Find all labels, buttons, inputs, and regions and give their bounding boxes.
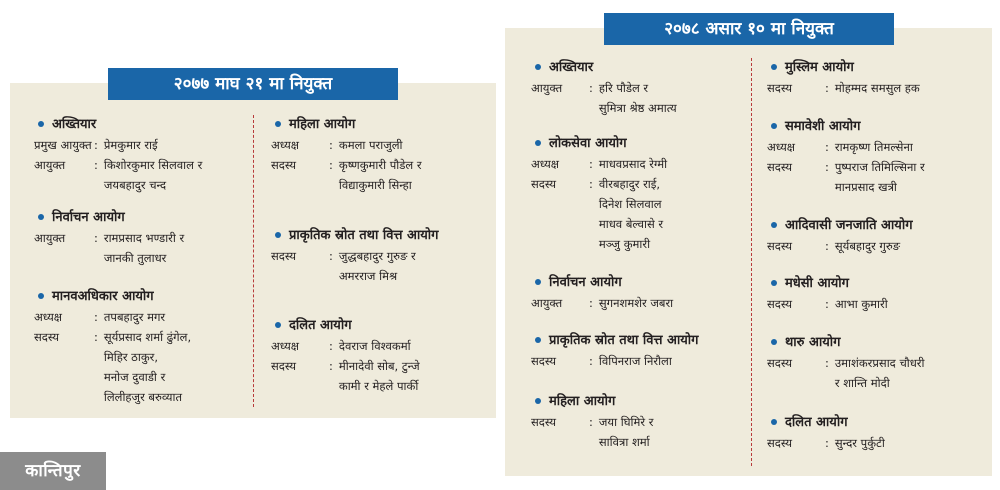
- member-names: [104, 228, 249, 268]
- bullet-icon: [771, 64, 777, 70]
- role-label: सदस्य: [531, 415, 557, 429]
- member-name: सूर्यप्रसाद शर्मा ढुंगेल,: [103, 330, 192, 344]
- colon: :: [329, 249, 333, 263]
- role-label: सदस्य: [531, 354, 557, 368]
- section: [767, 413, 989, 453]
- section-title-text: प्राकृतिक स्रोत तथा वित्त आयोग: [549, 333, 699, 348]
- member-name: सुन्दर पुर्कुटी: [834, 436, 885, 450]
- colon: :: [825, 81, 829, 95]
- bullet-icon: [535, 398, 541, 404]
- section-title-text: लोकसेवा आयोग: [549, 136, 627, 151]
- bullet-icon: [535, 337, 541, 343]
- section-title-text: दलित आयोग: [785, 415, 848, 430]
- colon: :: [825, 436, 829, 450]
- member-names: [339, 155, 493, 195]
- member-row: [767, 157, 989, 197]
- member-name: सुगनशमशेर जबरा: [598, 296, 674, 310]
- bullet-icon: [535, 64, 541, 70]
- member-row: [767, 433, 989, 453]
- colon: :: [589, 296, 593, 310]
- member-row: [767, 236, 989, 256]
- bullet-icon: [38, 214, 44, 220]
- role-label: आयुक्त: [531, 296, 563, 310]
- right-header: २०७८ असार १० मा नियुक्त: [604, 13, 894, 45]
- member-name: सूर्यबहादुर गुरुङ: [834, 239, 901, 253]
- section-title: [767, 333, 989, 353]
- member-name: माधवप्रसाद रेग्मी: [598, 157, 668, 171]
- logo-text: कान्तिपुर: [25, 461, 81, 481]
- role-label: सदस्य: [271, 359, 297, 373]
- colon: :: [825, 160, 829, 174]
- section-title-text: महिला आयोग: [549, 394, 616, 409]
- member-names: [339, 135, 493, 155]
- member-name: रामकृष्ण तिमल्सेना: [834, 140, 913, 154]
- member-names: [599, 174, 749, 254]
- bullet-icon: [275, 121, 281, 127]
- role-label: आयुक्त: [34, 231, 66, 245]
- member-name: मञ्जु कुमारी: [598, 237, 651, 251]
- member-name: जानकी तुलाधर: [103, 251, 167, 265]
- section: [531, 273, 749, 313]
- section: [34, 115, 249, 195]
- member-names: [339, 336, 493, 356]
- right-divider: [751, 58, 752, 466]
- section-title-text: समावेशी आयोग: [785, 119, 861, 134]
- member-row: [767, 78, 989, 98]
- bullet-icon: [275, 322, 281, 328]
- left-divider: [253, 115, 254, 407]
- section: [767, 333, 989, 393]
- member-row: [34, 155, 249, 195]
- section: [271, 316, 493, 396]
- colon: :: [329, 359, 333, 373]
- section: [531, 134, 749, 254]
- member-row: [531, 174, 749, 254]
- section-title: [271, 115, 493, 135]
- section: [531, 331, 749, 371]
- section-title: [531, 392, 749, 412]
- member-name: मिहिर ठाकुर,: [103, 350, 159, 364]
- bullet-icon: [38, 293, 44, 299]
- section-title: [767, 413, 989, 433]
- member-names: [835, 157, 989, 197]
- bullet-icon: [535, 279, 541, 285]
- section-title: [34, 287, 249, 307]
- member-name: मानप्रसाद खत्री: [834, 180, 897, 194]
- member-names: [835, 294, 989, 314]
- member-name: उमाशंकरप्रसाद चौधरी: [834, 356, 925, 370]
- bullet-icon: [771, 419, 777, 425]
- section-title: [767, 58, 989, 78]
- member-row: [767, 137, 989, 157]
- member-row: [34, 327, 249, 407]
- kantipur-logo: [0, 452, 106, 490]
- role-label: आयुक्त: [531, 81, 563, 95]
- bullet-icon: [771, 339, 777, 345]
- member-row: [34, 135, 249, 155]
- member-name: सावित्रा शर्मा: [598, 435, 650, 449]
- member-name: देवराज विश्वकर्मा: [338, 339, 411, 353]
- role-label: आयुक्त: [34, 158, 66, 172]
- section-title-text: महिला आयोग: [289, 117, 356, 132]
- role-label: अध्यक्ष: [531, 157, 560, 171]
- section-title-text: मुस्लिम आयोग: [785, 60, 854, 75]
- member-name: प्रेमकुमार राई: [103, 138, 158, 152]
- bullet-icon: [275, 232, 281, 238]
- section-title-text: अख्तियार: [549, 60, 594, 75]
- section-title-text: प्राकृतिक स्रोत तथा वित्त आयोग: [289, 228, 439, 243]
- member-row: [271, 356, 493, 396]
- colon: :: [329, 158, 333, 172]
- colon: :: [589, 177, 593, 191]
- left-header: २०७७ माघ २१ मा नियुक्त: [108, 68, 398, 100]
- section: [34, 287, 249, 407]
- colon: :: [589, 157, 593, 171]
- member-names: [835, 353, 989, 393]
- member-names: [339, 356, 493, 396]
- section-title: [531, 58, 749, 78]
- member-name: मीनादेवी सोब, टुन्जे: [338, 359, 420, 373]
- member-name: जुद्धबहादुर गुरुङ र: [338, 249, 416, 263]
- member-name: अमरराज मिश्र: [338, 269, 398, 283]
- member-name: कमला पराजुली: [338, 138, 403, 152]
- member-name: दिनेश सिलवाल: [598, 197, 662, 211]
- section-title-text: मधेसी आयोग: [785, 276, 849, 291]
- member-row: [767, 294, 989, 314]
- member-names: [104, 135, 249, 155]
- section-title-text: थारु आयोग: [785, 335, 841, 350]
- section-title: [531, 134, 749, 154]
- colon: :: [825, 356, 829, 370]
- section-title: [531, 331, 749, 351]
- colon: :: [329, 339, 333, 353]
- member-names: [835, 433, 989, 453]
- member-row: [34, 228, 249, 268]
- section-title-text: आदिवासी जनजाति आयोग: [785, 218, 913, 233]
- colon: :: [825, 140, 829, 154]
- member-names: [599, 154, 749, 174]
- section-title: [767, 117, 989, 137]
- member-row: [271, 336, 493, 356]
- member-row: [531, 78, 749, 118]
- member-row: [531, 351, 749, 371]
- member-names: [835, 78, 989, 98]
- member-names: [835, 137, 989, 157]
- section-title: [767, 216, 989, 236]
- section-title: [34, 115, 249, 135]
- role-label: सदस्य: [767, 297, 793, 311]
- member-name: आभा कुमारी: [834, 297, 888, 311]
- member-name: सुमित्रा श्रेष्ठ अमात्य: [598, 101, 677, 115]
- role-label: अध्यक्ष: [767, 140, 796, 154]
- bullet-icon: [38, 121, 44, 127]
- member-row: [531, 154, 749, 174]
- role-label: सदस्य: [531, 177, 557, 191]
- role-label: सदस्य: [271, 249, 297, 263]
- colon: :: [825, 297, 829, 311]
- member-names: [104, 307, 249, 327]
- colon: :: [94, 231, 98, 245]
- member-name: मोहम्मद समसुल हक: [834, 81, 920, 95]
- role-label: सदस्य: [34, 330, 60, 344]
- colon: :: [94, 330, 98, 344]
- colon: :: [94, 138, 98, 152]
- member-name: वीरबहादुर राई,: [598, 177, 661, 191]
- member-names: [835, 236, 989, 256]
- role-label: सदस्य: [767, 160, 793, 174]
- colon: :: [94, 158, 98, 172]
- member-names: [104, 327, 249, 407]
- member-name: विद्याकुमारी सिन्हा: [338, 178, 412, 192]
- colon: :: [94, 310, 98, 324]
- member-names: [599, 351, 749, 371]
- colon: :: [589, 354, 593, 368]
- member-name: कामी र मेहले पार्की: [338, 379, 419, 393]
- member-name: तपबहादुर मगर: [103, 310, 166, 324]
- member-row: [271, 155, 493, 195]
- member-row: [531, 293, 749, 313]
- bullet-icon: [771, 222, 777, 228]
- section: [271, 115, 493, 195]
- role-label: सदस्य: [767, 356, 793, 370]
- member-name: लिलीहजुर बरुव्यात: [103, 390, 183, 404]
- colon: :: [589, 415, 593, 429]
- role-label: प्रमुख आयुक्त: [34, 138, 92, 152]
- role-label: सदस्य: [767, 81, 793, 95]
- member-row: [767, 353, 989, 393]
- member-names: [599, 412, 749, 452]
- member-name: रामप्रसाद भण्डारी र: [103, 231, 185, 245]
- member-name: जया घिमिरे र: [598, 415, 654, 429]
- member-names: [104, 155, 249, 195]
- section-title-text: निर्वाचन आयोग: [549, 275, 622, 290]
- member-row: [271, 135, 493, 155]
- member-name: किशोरकुमार सिलवाल र: [103, 158, 203, 172]
- section: [531, 392, 749, 452]
- member-name: माधव बेल्वासे र: [598, 217, 664, 231]
- section: [767, 216, 989, 256]
- section-title: [531, 273, 749, 293]
- bullet-icon: [535, 140, 541, 146]
- member-name: जयबहादुर चन्द: [103, 178, 167, 192]
- section-title-text: दलित आयोग: [289, 318, 352, 333]
- section: [271, 226, 493, 286]
- role-label: अध्यक्ष: [271, 339, 300, 353]
- section-title: [271, 226, 493, 246]
- role-label: सदस्य: [767, 239, 793, 253]
- role-label: सदस्य: [767, 436, 793, 450]
- member-row: [531, 412, 749, 452]
- member-name: कृष्णकुमारी पौडेल र: [338, 158, 422, 172]
- section-title: [34, 208, 249, 228]
- member-name: पुष्पराज तिमिल्सिना र: [834, 160, 925, 174]
- section-title: [271, 316, 493, 336]
- member-name: मनोज दुवाडी र: [103, 370, 166, 384]
- member-name: हरि पौडेल र: [598, 81, 649, 95]
- section: [531, 58, 749, 118]
- colon: :: [589, 81, 593, 95]
- member-names: [599, 78, 749, 118]
- section: [767, 274, 989, 314]
- section: [34, 208, 249, 268]
- colon: :: [825, 239, 829, 253]
- member-row: [34, 307, 249, 327]
- member-names: [599, 293, 749, 313]
- section-title: [767, 274, 989, 294]
- section: [767, 58, 989, 98]
- member-name: विपिनराज निरौला: [598, 354, 672, 368]
- section: [767, 117, 989, 197]
- bullet-icon: [771, 123, 777, 129]
- section-title-text: मानवअधिकार आयोग: [52, 289, 154, 304]
- role-label: सदस्य: [271, 158, 297, 172]
- section-title-text: निर्वाचन आयोग: [52, 210, 125, 225]
- member-row: [271, 246, 493, 286]
- member-names: [339, 246, 493, 286]
- member-name: र शान्ति मोदी: [834, 376, 890, 390]
- bullet-icon: [771, 280, 777, 286]
- section-title-text: अख्तियार: [52, 117, 97, 132]
- role-label: अध्यक्ष: [34, 310, 63, 324]
- colon: :: [329, 138, 333, 152]
- role-label: अध्यक्ष: [271, 138, 300, 152]
